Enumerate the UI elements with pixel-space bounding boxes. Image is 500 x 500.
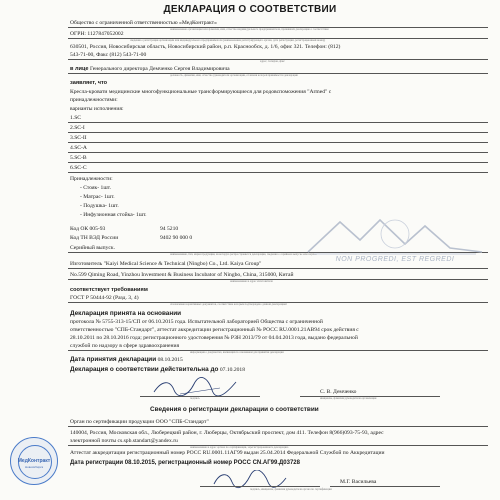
underline <box>68 268 488 269</box>
expert-signature <box>210 470 290 490</box>
accessories-label: Принадлежности: <box>70 176 113 182</box>
manufacturer-line-2: No.599 Qiming Road, Yinzhou Investment & Business Incubator of Ningbo, China, 315000, Китай <box>70 272 294 278</box>
accessory-text: Матрас- 1шт. <box>83 194 115 200</box>
basis-line-4: службой по надзору в сфере здравоохранения <box>70 343 180 349</box>
underline <box>68 279 488 280</box>
watermark-logo <box>300 214 490 258</box>
code-ok-value: 94 5210 <box>160 226 179 232</box>
caption: подпись, инициалы, фамилия руководителя органа по сертификации <box>250 488 332 491</box>
variant-item: 2.SC-I <box>70 125 85 131</box>
director-name: С. В. Демченко <box>320 389 357 395</box>
address-line-2: 543-71-00, Факс (812) 543-71-00 <box>70 52 147 58</box>
variants-label: варианты исполнения: <box>70 106 124 112</box>
registration-address-2: электронной почты cs.spb.standart@yandex.ru <box>70 438 178 444</box>
stamp-text: МедКонтракт <box>17 458 51 464</box>
caption: наименование, тип, марка продукции, на которую распространяется декларация, сведения о серийном выпуске или партии <box>170 253 317 256</box>
valid-until-label: Декларация о соответствии действительна до <box>70 366 219 373</box>
standard: ГОСТ Р 50444-92 (Разд. 3, 4) <box>70 295 139 301</box>
variant-item: 1.SC <box>70 115 82 121</box>
variant-item: 5.SC-B <box>70 155 87 161</box>
caption: наименование и адрес изготовителя <box>230 280 273 283</box>
registration-address-1: 140004, Россия, Московская обл., Люберецкий район, г. Люберцы, Октябрьский проспект, дом 411. Телефон 8(966)093-75-93, адрес <box>70 430 384 436</box>
caption: адрес, телефон, факс <box>260 60 285 63</box>
registration-body: Орган по сертификации продукции ООО "СПБ-Стандарт" <box>70 419 209 425</box>
director-signature <box>150 376 240 398</box>
manufacturer-line-1: Изготовитель "Kaiyi Medical Science & Technical (Ningbo) Co., Ltd. Kaiya Group" <box>70 261 262 267</box>
underline <box>68 162 488 163</box>
registration-title: Сведения о регистрации декларации о соответствии <box>150 406 319 413</box>
underline <box>68 152 488 153</box>
underline <box>330 486 440 487</box>
stamp-subtext: Новосибирск <box>24 465 44 469</box>
accessory-text: Инфузионная стойка- 1шт. <box>83 212 147 218</box>
accessory-item: - Инфузионная стойка- 1шт. <box>80 212 147 218</box>
batch-note: Серийный выпуск. <box>70 245 115 251</box>
caption: сведения о регистрации организации или индивидуального предпринимателя (наименование регистрирующего органа, дата регистрации, регистрационный номер) <box>130 39 326 42</box>
person-prefix: в лице <box>70 66 89 72</box>
accessory-text: Подушка- 1шт. <box>83 203 119 209</box>
watermark-motto: NON PROGREDI, EST REGREDI <box>335 256 455 263</box>
acceptance-date: 08.10.2015 <box>157 357 183 363</box>
ogrn: ОГРН: 1127847052002 <box>70 31 124 37</box>
person-name: Генерального директора Демченко Сергея Владимировича <box>89 66 230 72</box>
product-line-2: принадлежностями: <box>70 97 118 103</box>
caption: инициалы, фамилия руководителя организации <box>320 397 377 400</box>
variant-item: 3.SC-II <box>70 135 87 141</box>
valid-until-date: 07.10.2018 <box>219 367 245 373</box>
product-line-1: Кресла-кровати медицинские многофункциональные трансформирующиеся для родовспоможения "Armed" с <box>70 89 332 95</box>
underline <box>68 122 488 123</box>
code-ok-label: Код ОК 005-93 <box>70 226 106 232</box>
caption: наименование и адрес органа по сертификации, зарегистрировавшего декларацию <box>190 446 289 449</box>
caption: должность, фамилия, имя, отчество руководителя организации, от имени которой принимается декларация <box>170 74 298 77</box>
caption: информация о документах, являющихся основанием для принятия декларации <box>190 351 284 354</box>
underline <box>68 172 488 173</box>
accessory-item: - Подушка- 1шт. <box>80 203 119 209</box>
declares-label: заявляет, что <box>70 80 108 86</box>
organization-name: Общество с ограниченной ответственностью «МедКонтракт» <box>70 20 217 26</box>
accessory-item: - Матрас- 1шт. <box>80 194 115 200</box>
caption: обозначение нормативных документов, соответствие которым подтверждено данной декларацией <box>170 303 287 306</box>
basis-title: Декларация принята на основании <box>70 310 182 317</box>
address-line-1: 630501, Россия, Новосибирская область, Новосибирский район, р.п. Краснообск, д. 1/6, офис 321. Телефон: (812) <box>70 44 341 50</box>
code-tn-value: 9402 90 000 0 <box>160 235 193 241</box>
variant-item: 6.SC-C <box>70 165 87 171</box>
underline <box>68 132 488 133</box>
basis-line-2: ответственностью "СПБ-Стандарт", аттестат аккредитации регистрационный № РОСС RU.0001.21АВ94 срок действия с <box>70 327 359 333</box>
accreditation: Аттестат аккредитации регистрационный номер РОСС RU.0001.11АГ99 выдан 25.04.2014 Федеральной Службой по Аккредитации <box>70 450 385 456</box>
code-tn-label: Код ТН ВЭД России <box>70 235 119 241</box>
caption: подпись <box>190 397 200 400</box>
variant-item: 4.SC-A <box>70 145 87 151</box>
basis-line-1: протокола № 5755-313-15/СП от 06.10.2015 года. Испытательной лабораторией Общества с ограниченной <box>70 319 323 325</box>
basis-line-3: 28.10.2011 по 28.10.2016 года; регистрационного удостоверения № РЗН 2013/79 от 04.04.2013 года, выдано федеральной <box>70 335 358 341</box>
underline <box>68 426 488 427</box>
underline <box>140 396 260 397</box>
acceptance-date-label: Дата принятия декларации <box>70 356 157 363</box>
page-title: ДЕКЛАРАЦИЯ О СООТВЕТСТВИИ <box>163 4 337 15</box>
company-stamp <box>10 437 58 485</box>
underline <box>68 142 488 143</box>
underline <box>200 486 320 487</box>
accessory-text: Стояк- 1шт. <box>83 185 112 191</box>
expert-name: М.Г. Васильева <box>340 479 377 485</box>
caption: наименование организации или фамилия, имя, отчество индивидуального предпринимателя, принявших декларацию о соответствии <box>170 28 329 31</box>
conformity-label: соответствует требованиям <box>70 287 148 293</box>
registration-date: Дата регистрации 08.10.2015, регистрационный номер РОСС CN.АГ99.Д03728 <box>70 460 300 466</box>
accessory-item: - Стояк- 1шт. <box>80 185 112 191</box>
